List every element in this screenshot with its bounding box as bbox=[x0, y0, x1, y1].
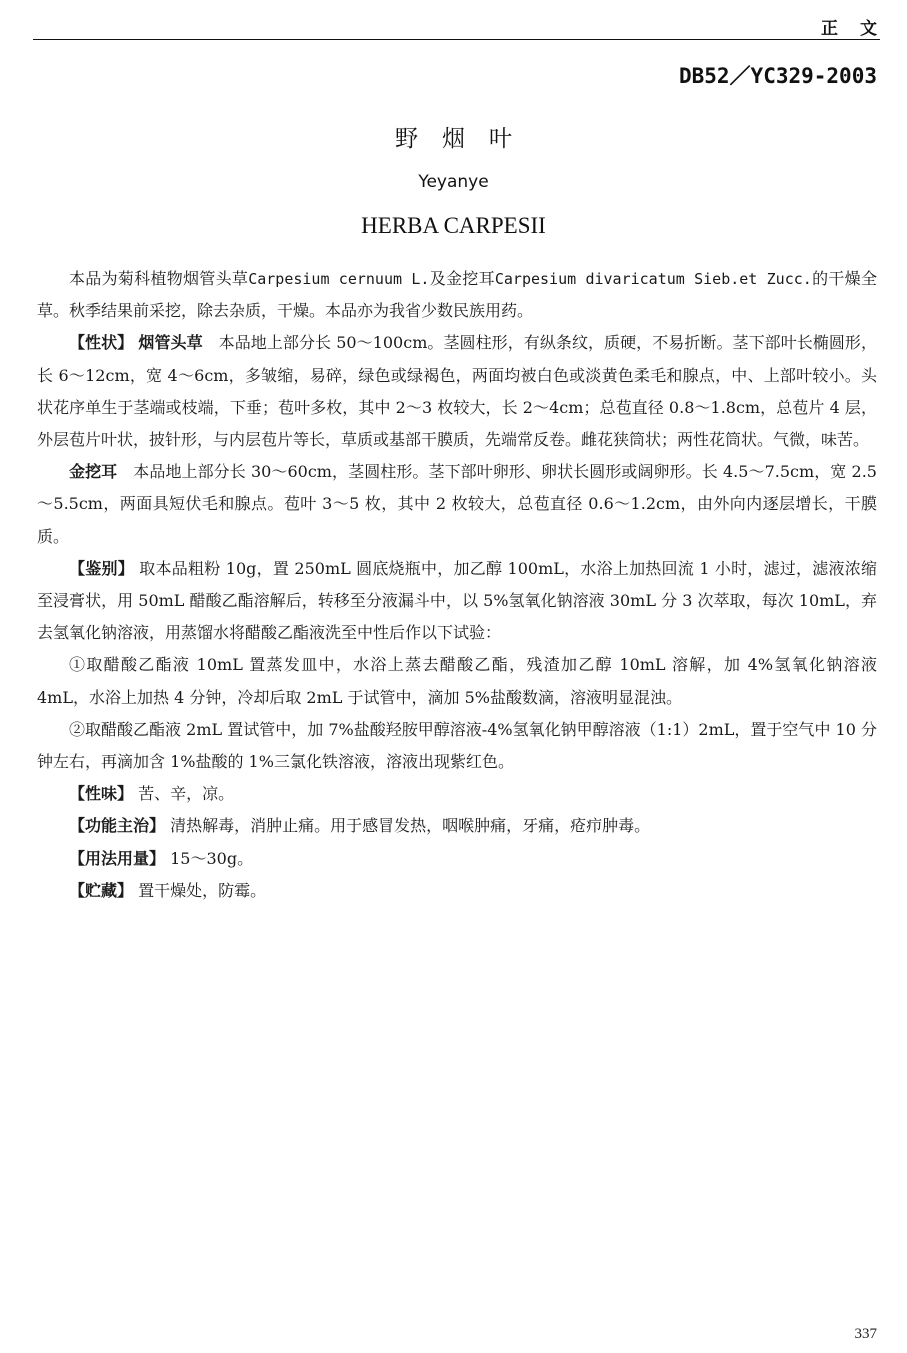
identification-text: 取本品粗粉 10g，置 250mL 圆底烧瓶中，加乙醇 100mL，水浴上加热回流 1 小时，滤过，滤液浓缩至浸膏状，用 50mL 醋酸乙酯溶解后，转移至分液漏斗中，以 5%氢氧化钠溶液 30mL 分 3 次萃取，每次 10mL，弃去氢氧化钠溶液，用蒸馏水将醋酸乙酯液洗至中性后作以下试验： bbox=[37, 558, 877, 643]
characters-paragraph-2 bbox=[37, 456, 877, 553]
title-latin: HERBA CARPESII bbox=[361, 213, 546, 238]
monograph-body bbox=[37, 263, 877, 907]
header-divider bbox=[33, 39, 880, 40]
dosage-paragraph bbox=[37, 843, 877, 875]
storage-text: 置干燥处，防霉。 bbox=[138, 880, 267, 900]
characters-sublabel-2: 金挖耳 bbox=[69, 462, 118, 482]
characters-label: 【性状】 bbox=[69, 333, 134, 353]
functions-label: 【功能主治】 bbox=[69, 816, 166, 836]
functions-text: 清热解毒，消肿止痛。用于感冒发热，咽喉肿痛，牙痛，疮疖肿毒。 bbox=[170, 816, 651, 836]
identification-test-1: ①取醋酸乙酯液 10mL 置蒸发皿中，水浴上蒸去醋酸乙酯，残渣加乙醇 10mL 溶解，加 4%氢氧化钠溶液 4mL，水浴上加热 4 分钟，冷却后取 2mL 于试管中，滴加 5%盐酸数滴，溶液明显混浊。 bbox=[37, 655, 877, 707]
page-number: 337 bbox=[854, 1326, 877, 1342]
storage-label: 【贮藏】 bbox=[69, 880, 134, 900]
nature-text: 苦、辛，凉。 bbox=[138, 784, 235, 804]
identification-label: 【鉴别】 bbox=[69, 558, 134, 578]
intro-paragraph bbox=[37, 263, 877, 327]
section-header: 正文 bbox=[821, 19, 899, 39]
standard-number: DB52／YC329-2003 bbox=[678, 64, 877, 88]
dosage-text: 15～30g。 bbox=[170, 848, 254, 868]
identification-test-2: ②取醋酸乙酯液 2mL 置试管中，加 7%盐酸羟胺甲醇溶液-4%氢氧化钠甲醇溶液（1:1）2mL，置于空气中 10 分钟左右，再滴加含 1%盐酸的 1%三氯化铁溶液，溶液出现紫红色。 bbox=[37, 719, 877, 772]
identification-paragraph bbox=[37, 553, 877, 650]
dosage-label: 【用法用量】 bbox=[69, 848, 166, 868]
nature-label: 【性味】 bbox=[69, 784, 134, 804]
species-name-1: Carpesium cernuum L. bbox=[248, 270, 430, 288]
characters-text-2: 本品地上部分长 30～60cm，茎圆柱形。茎下部叶卵形、卵状长圆形或阔卵形。长 4.5～7.5cm，宽 2.5～5.5cm，两面具短伏毛和腺点。苞叶 3～5 枚，其中 2 枚较大，总苞直径 0.6～1.2cm，由外向内逐层增长，干膜质。 bbox=[37, 462, 877, 546]
intro-text-1: 本品为菊科植物烟管头草 bbox=[69, 269, 249, 288]
characters-sublabel-1: 烟管头草 bbox=[138, 333, 203, 353]
intro-text-2: 及金挖耳 bbox=[429, 269, 495, 288]
characters-text-1: 本品地上部分长 50～100cm。茎圆柱形，有纵条纹，质硬，不易折断。茎下部叶长椭圆形，长 6～12cm，宽 4～6cm，多皱缩，易碎，绿色或绿褐色，两面均被白色或淡黄色柔毛和腺点，中、上部叶较小。头状花序单生于茎端或枝端，下垂；苞叶多枚，其中 2～3 枚较大，长 2～4cm；总苞直径 0.8～1.8cm，总苞片 4 层，外层苞片叶状，披针形，与内层苞片等长，草质或基部干膜质，先端常反卷。雌花狭筒状；两性花筒状。气微，味苦。 bbox=[37, 333, 877, 450]
intro-text-3: 的干燥全草。秋季结果前采挖，除去杂质，干燥。本品亦为我省少数民族用药。 bbox=[37, 269, 877, 321]
characters-paragraph-1 bbox=[37, 327, 877, 456]
title-chinese: 野烟叶 bbox=[395, 126, 536, 152]
nature-paragraph bbox=[37, 778, 877, 810]
functions-paragraph bbox=[37, 810, 877, 842]
storage-paragraph bbox=[37, 875, 877, 907]
species-name-2: Carpesium divaricatum Sieb.et Zucc. bbox=[494, 270, 812, 288]
title-pinyin: Yeyanye bbox=[418, 172, 489, 192]
